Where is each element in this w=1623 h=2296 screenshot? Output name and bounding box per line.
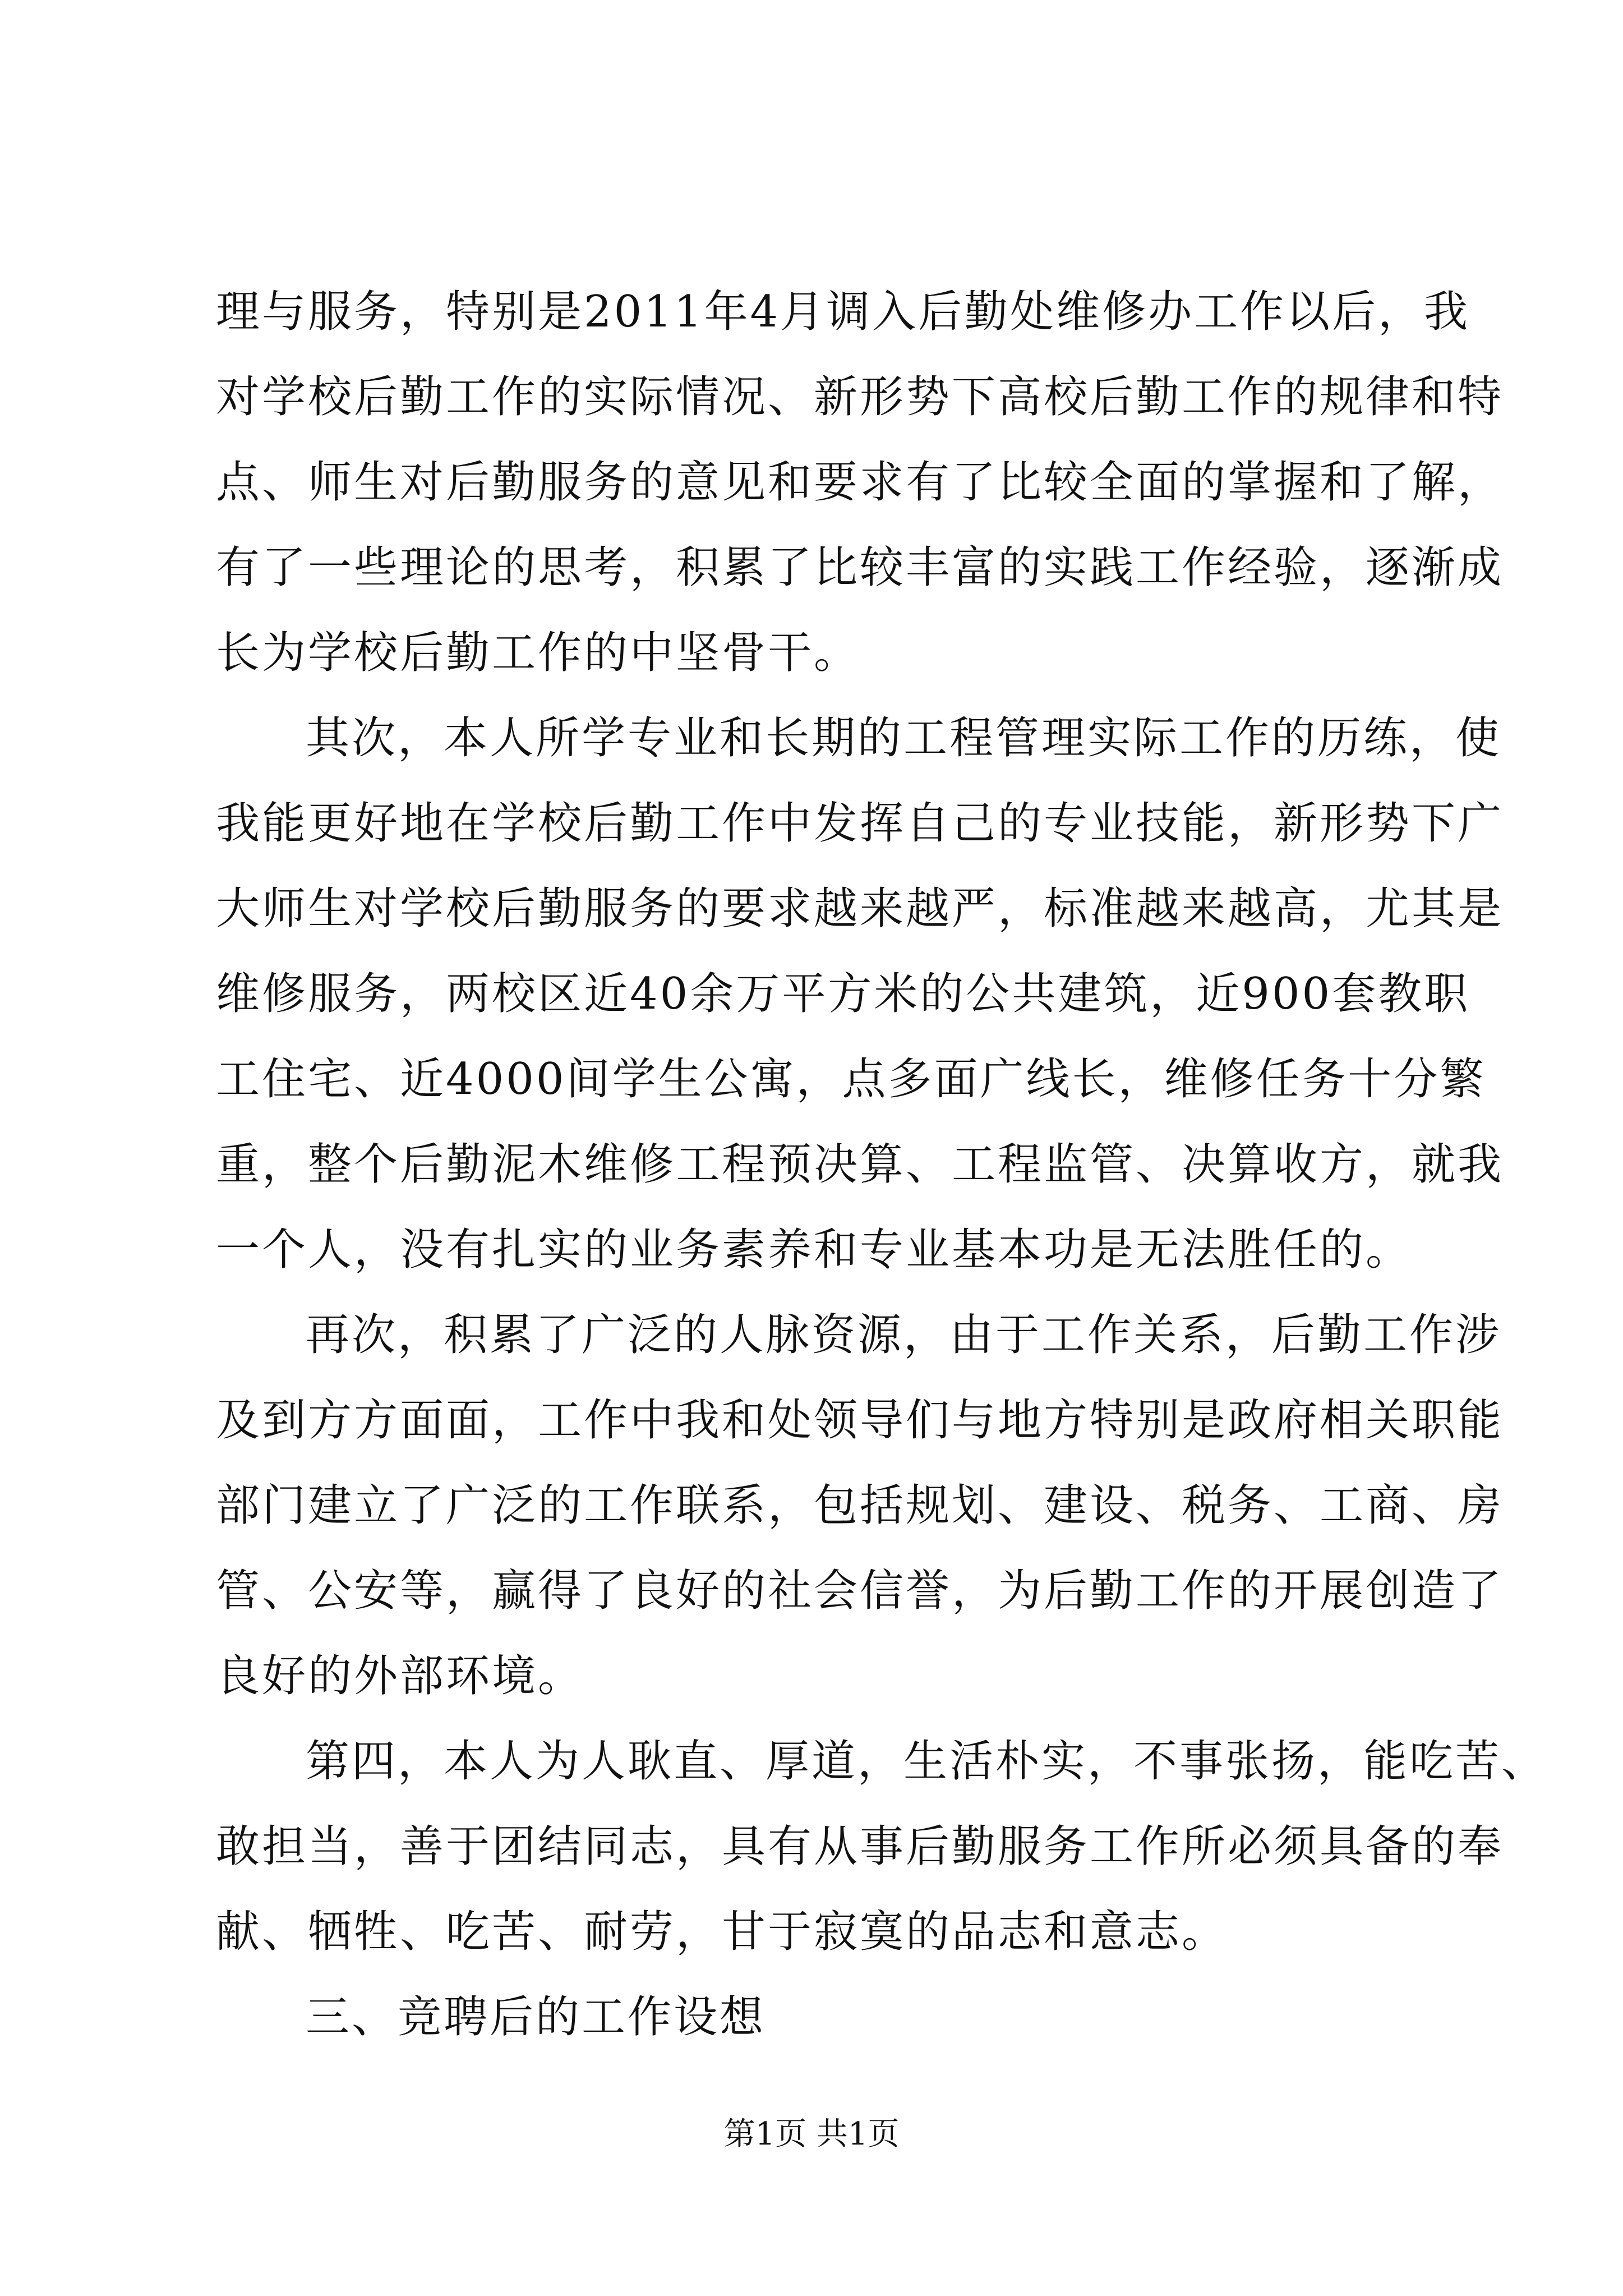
text-line: 维修服务，两校区近40余万平方米的公共建筑，近900套教职 — [216, 969, 1470, 1019]
paragraph-first-line: 第四，本人为人耿直、厚道，生活朴实，不事张扬，能吃苦、 — [306, 1736, 1548, 1787]
paragraph-first-line: 再次，积累了广泛的人脉资源，由于工作关系，后勤工作涉 — [306, 1310, 1502, 1360]
text-line: 大师生对学校后勤服务的要求越来越严，标准越来越高，尤其是 — [216, 884, 1504, 934]
paragraph-first-line: 其次，本人所学专业和长期的工程管理实际工作的历练，使 — [306, 713, 1502, 763]
text-line: 长为学校后勤工作的中坚骨干。 — [216, 628, 860, 678]
page-footer: 第1页 共1页 — [723, 2116, 900, 2152]
text-line: 管、公安等，赢得了良好的社会信誉，为后勤工作的开展创造了 — [216, 1566, 1504, 1616]
text-line: 一个人，没有扎实的业务素养和专业基本功是无法胜任的。 — [216, 1225, 1412, 1275]
body-text — [216, 269, 1548, 2060]
text-line: 部门建立了广泛的工作联系，包括规划、建设、税务、工商、房 — [216, 1480, 1504, 1531]
text-line: 工住宅、近4000间学生公寓，点多面广线长，维修任务十分繁 — [216, 1054, 1486, 1105]
text-line: 及到方方面面，工作中我和处领导们与地方特别是政府相关职能 — [216, 1395, 1504, 1446]
text-line: 献、牺牲、吃苦、耐劳，甘于寂寞的品志和意志。 — [216, 1907, 1228, 1957]
text-line: 点、师生对后勤服务的意见和要求有了比较全面的掌握和了解， — [216, 457, 1504, 508]
text-line: 敢担当，善于团结同志，具有从事后勤服务工作所必须具备的奉 — [216, 1821, 1504, 1872]
text-line: 重，整个后勤泥木维修工程预决算、工程监管、决算收方，就我 — [216, 1139, 1504, 1190]
text-line: 良好的外部环境。 — [216, 1651, 584, 1701]
text-line: 有了一些理论的思考，积累了比较丰富的实践工作经验，逐渐成 — [216, 542, 1504, 593]
text-line: 理与服务，特别是2011年4月调入后勤处维修办工作以后，我 — [216, 287, 1470, 337]
text-line: 我能更好地在学校后勤工作中发挥自己的专业技能，新形势下广 — [216, 798, 1504, 849]
text-line: 对学校后勤工作的实际情况、新形势下高校后勤工作的规律和特 — [216, 372, 1504, 422]
section-heading: 三、竞聘后的工作设想 — [306, 1992, 766, 2042]
